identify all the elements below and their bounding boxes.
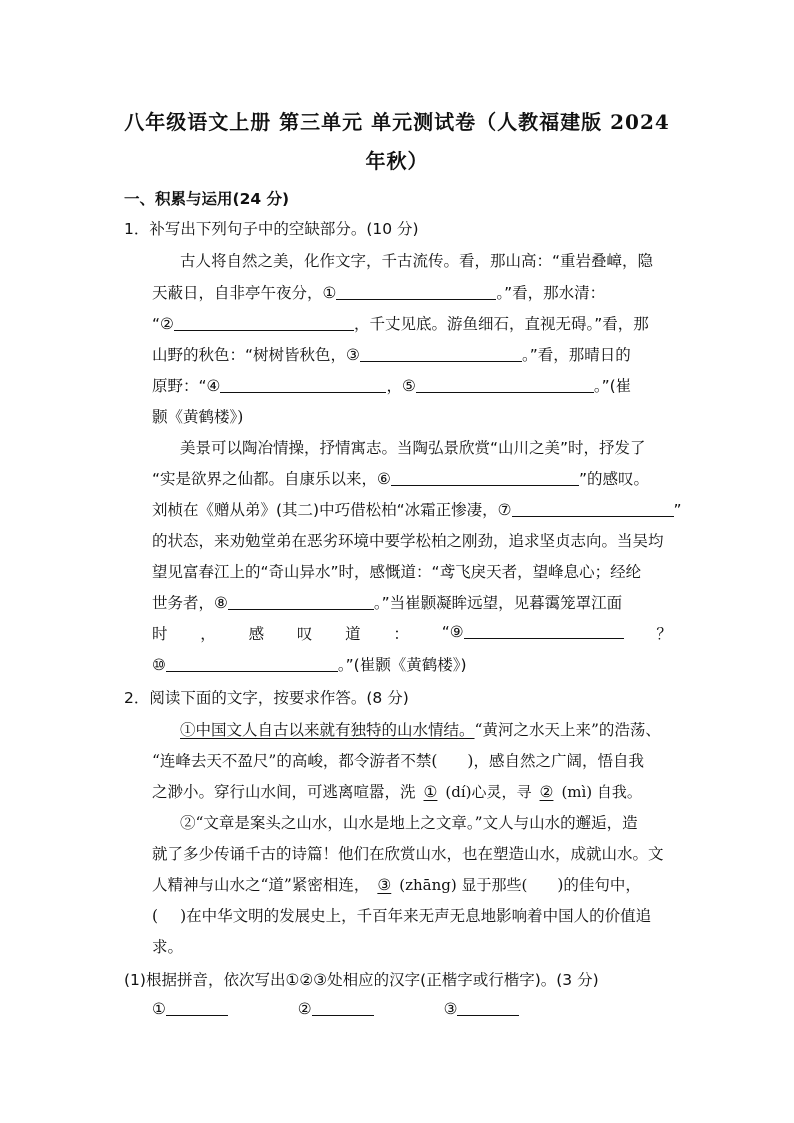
answer-blank-6[interactable] (391, 469, 579, 486)
q1-line (152, 591, 622, 613)
q1-line (152, 467, 649, 489)
exam-title-line1: 八年级语文上册 第三单元 单元测试卷（人教福建版 2024 (124, 110, 670, 134)
q2-text: )的佳句中， (557, 876, 641, 894)
q2-subquestion: (1)根据拼音，依次写出①②③处相应的汉字(正楷字或行楷字)。(3 分) (124, 971, 599, 989)
q1-stem: 1．补写出下列句子中的空缺部分。(10 分) (124, 220, 419, 238)
q2-text: (dí)心灵，寻 (445, 783, 532, 801)
q1-line (152, 498, 682, 520)
q1-line: 美景可以陶冶情操，抒情寓志。当陶弘景欣赏“山川之美”时，抒发了 (180, 439, 646, 457)
answer-blank-2[interactable] (174, 314, 354, 331)
q2-text: (mì) 自我。 (561, 783, 642, 801)
q1-word: ？ (656, 625, 672, 643)
q1-text: 山野的秋色：“树树皆秋色，③ (152, 346, 360, 364)
q2-text: “黄河之水天上来”的浩荡、 (474, 721, 661, 739)
justified-row (152, 622, 672, 644)
q1-line (152, 374, 631, 396)
q1-word: 时 (152, 625, 168, 643)
q1-text: ，⑤ (386, 377, 416, 395)
q2-text: ( (152, 907, 159, 925)
q2-line: 就了多少传诵千古的诗篇！他们在欣赏山水，也在塑造山水，成就山水。文 (152, 845, 664, 863)
q1-text: ，千丈见底。游鱼细石，直视无碍。”看，那 (353, 315, 649, 333)
blank-label-3: ③ (443, 1000, 458, 1018)
q1-line (152, 653, 467, 675)
q1-text: 原野：“④ (152, 377, 221, 395)
blank-label-2: ② (297, 1000, 312, 1018)
q2-text: “连峰去天不盈尺”的高峻，都令游者不禁( (152, 752, 438, 770)
underlined-sentence: ①中国文人自古以来就有独特的山水情结。 (180, 721, 475, 739)
section-heading: 一、积累与运用(24 分) (124, 190, 290, 208)
blank-marker-3[interactable]: ③ (377, 876, 392, 894)
q1-word: ： (393, 625, 409, 643)
q1-line: 古人将自然之美，化作文字，千古流传。看，那山高：“重岩叠嶂，隐 (180, 252, 654, 270)
q1-line: 望见富春江上的“奇山异水”时，感慨道：“鸢飞戾天者，望峰息心；经纶 (152, 563, 642, 581)
q1-line (152, 281, 605, 303)
q1-line: 颢《黄鹤楼》) (152, 408, 244, 426)
blank-marker-1[interactable]: ① (423, 783, 438, 801)
q1-text: 天蔽日，自非亭午夜分，① (152, 284, 337, 302)
q1-text: ”的感叹。 (578, 470, 649, 488)
answer-blank-9[interactable] (464, 622, 624, 639)
answer-blank-5[interactable] (416, 376, 594, 393)
answer-blank-c[interactable] (457, 999, 519, 1016)
q1-text: ⑩ (152, 656, 166, 674)
q2-line (152, 904, 651, 926)
q1-text: 。”看，那晴日的 (521, 346, 631, 364)
q1-text: 。”(崔 (593, 377, 632, 395)
q2-stem: 2．阅读下面的文字，按要求作答。(8 分) (124, 689, 409, 707)
q2-text: )在中华文明的发展史上，千百年来无声无息地影响着中国人的价值追 (180, 907, 652, 925)
q1-word: 道 (345, 625, 361, 643)
answer-blank-3[interactable] (360, 345, 522, 362)
q1-word: 叹 (296, 625, 313, 643)
q2-line (152, 873, 641, 895)
q1-text: “实是欲界之仙都。自康乐以来，⑥ (152, 470, 391, 488)
q2-text: 人精神与山水之“道”紧密相连， (152, 876, 370, 894)
q2-text: )，感自然之广阔，悟自我 (467, 752, 644, 770)
q1-word: ， (200, 625, 216, 643)
q2-line (152, 780, 642, 802)
q2-line (180, 718, 661, 740)
q1-line (152, 343, 631, 365)
q1-word-with-blank (442, 622, 624, 644)
answer-blank-7[interactable] (512, 500, 674, 517)
answer-blank-10[interactable] (166, 655, 338, 672)
q2-line: 求。 (152, 938, 184, 956)
q1-justified-line (152, 622, 672, 644)
q2-line: ②“文章是案头之山水，山水是地上之文章。”文人与山水的邂逅，造 (180, 814, 638, 832)
answer-blank-8[interactable] (228, 593, 374, 610)
blank-label-1: ① (152, 1000, 166, 1018)
answer-row (152, 999, 519, 1018)
q1-text: 。”看，那水清： (496, 284, 606, 302)
q1-text: “⑨ (441, 623, 464, 641)
answer-blank-1[interactable] (336, 283, 496, 300)
answer-blank-4[interactable] (220, 376, 386, 393)
q1-text: “② (152, 315, 174, 333)
q2-text: (zhāng) 显于那些( (399, 876, 528, 894)
q1-word: 感 (248, 625, 265, 643)
q1-line: 的状态，来劝勉堂弟在恶劣环境中要学松柏之刚劲，追求坚贞志向。当吴均 (152, 532, 664, 550)
blank-marker-2[interactable]: ② (539, 783, 554, 801)
q1-text: 世务者，⑧ (152, 594, 228, 612)
exam-title-line2: 年秋） (365, 149, 429, 173)
q1-line (152, 312, 649, 334)
answer-blank-b[interactable] (312, 999, 374, 1016)
q1-text: 。”(崔颢《黄鹤楼》) (337, 656, 467, 674)
q1-text: 刘桢在《赠从弟》(其二)中巧借松柏“冰霜正惨凄，⑦ (152, 501, 512, 519)
q2-line (152, 749, 644, 771)
q1-text: 。”当崔颢凝眸远望，见暮霭笼罩江面 (373, 594, 623, 612)
q1-text: ” (673, 501, 682, 519)
q2-text: 之渺小。穿行山水间，可逃离喧嚣，洗 (152, 783, 416, 801)
answer-blank-a[interactable] (166, 999, 228, 1016)
